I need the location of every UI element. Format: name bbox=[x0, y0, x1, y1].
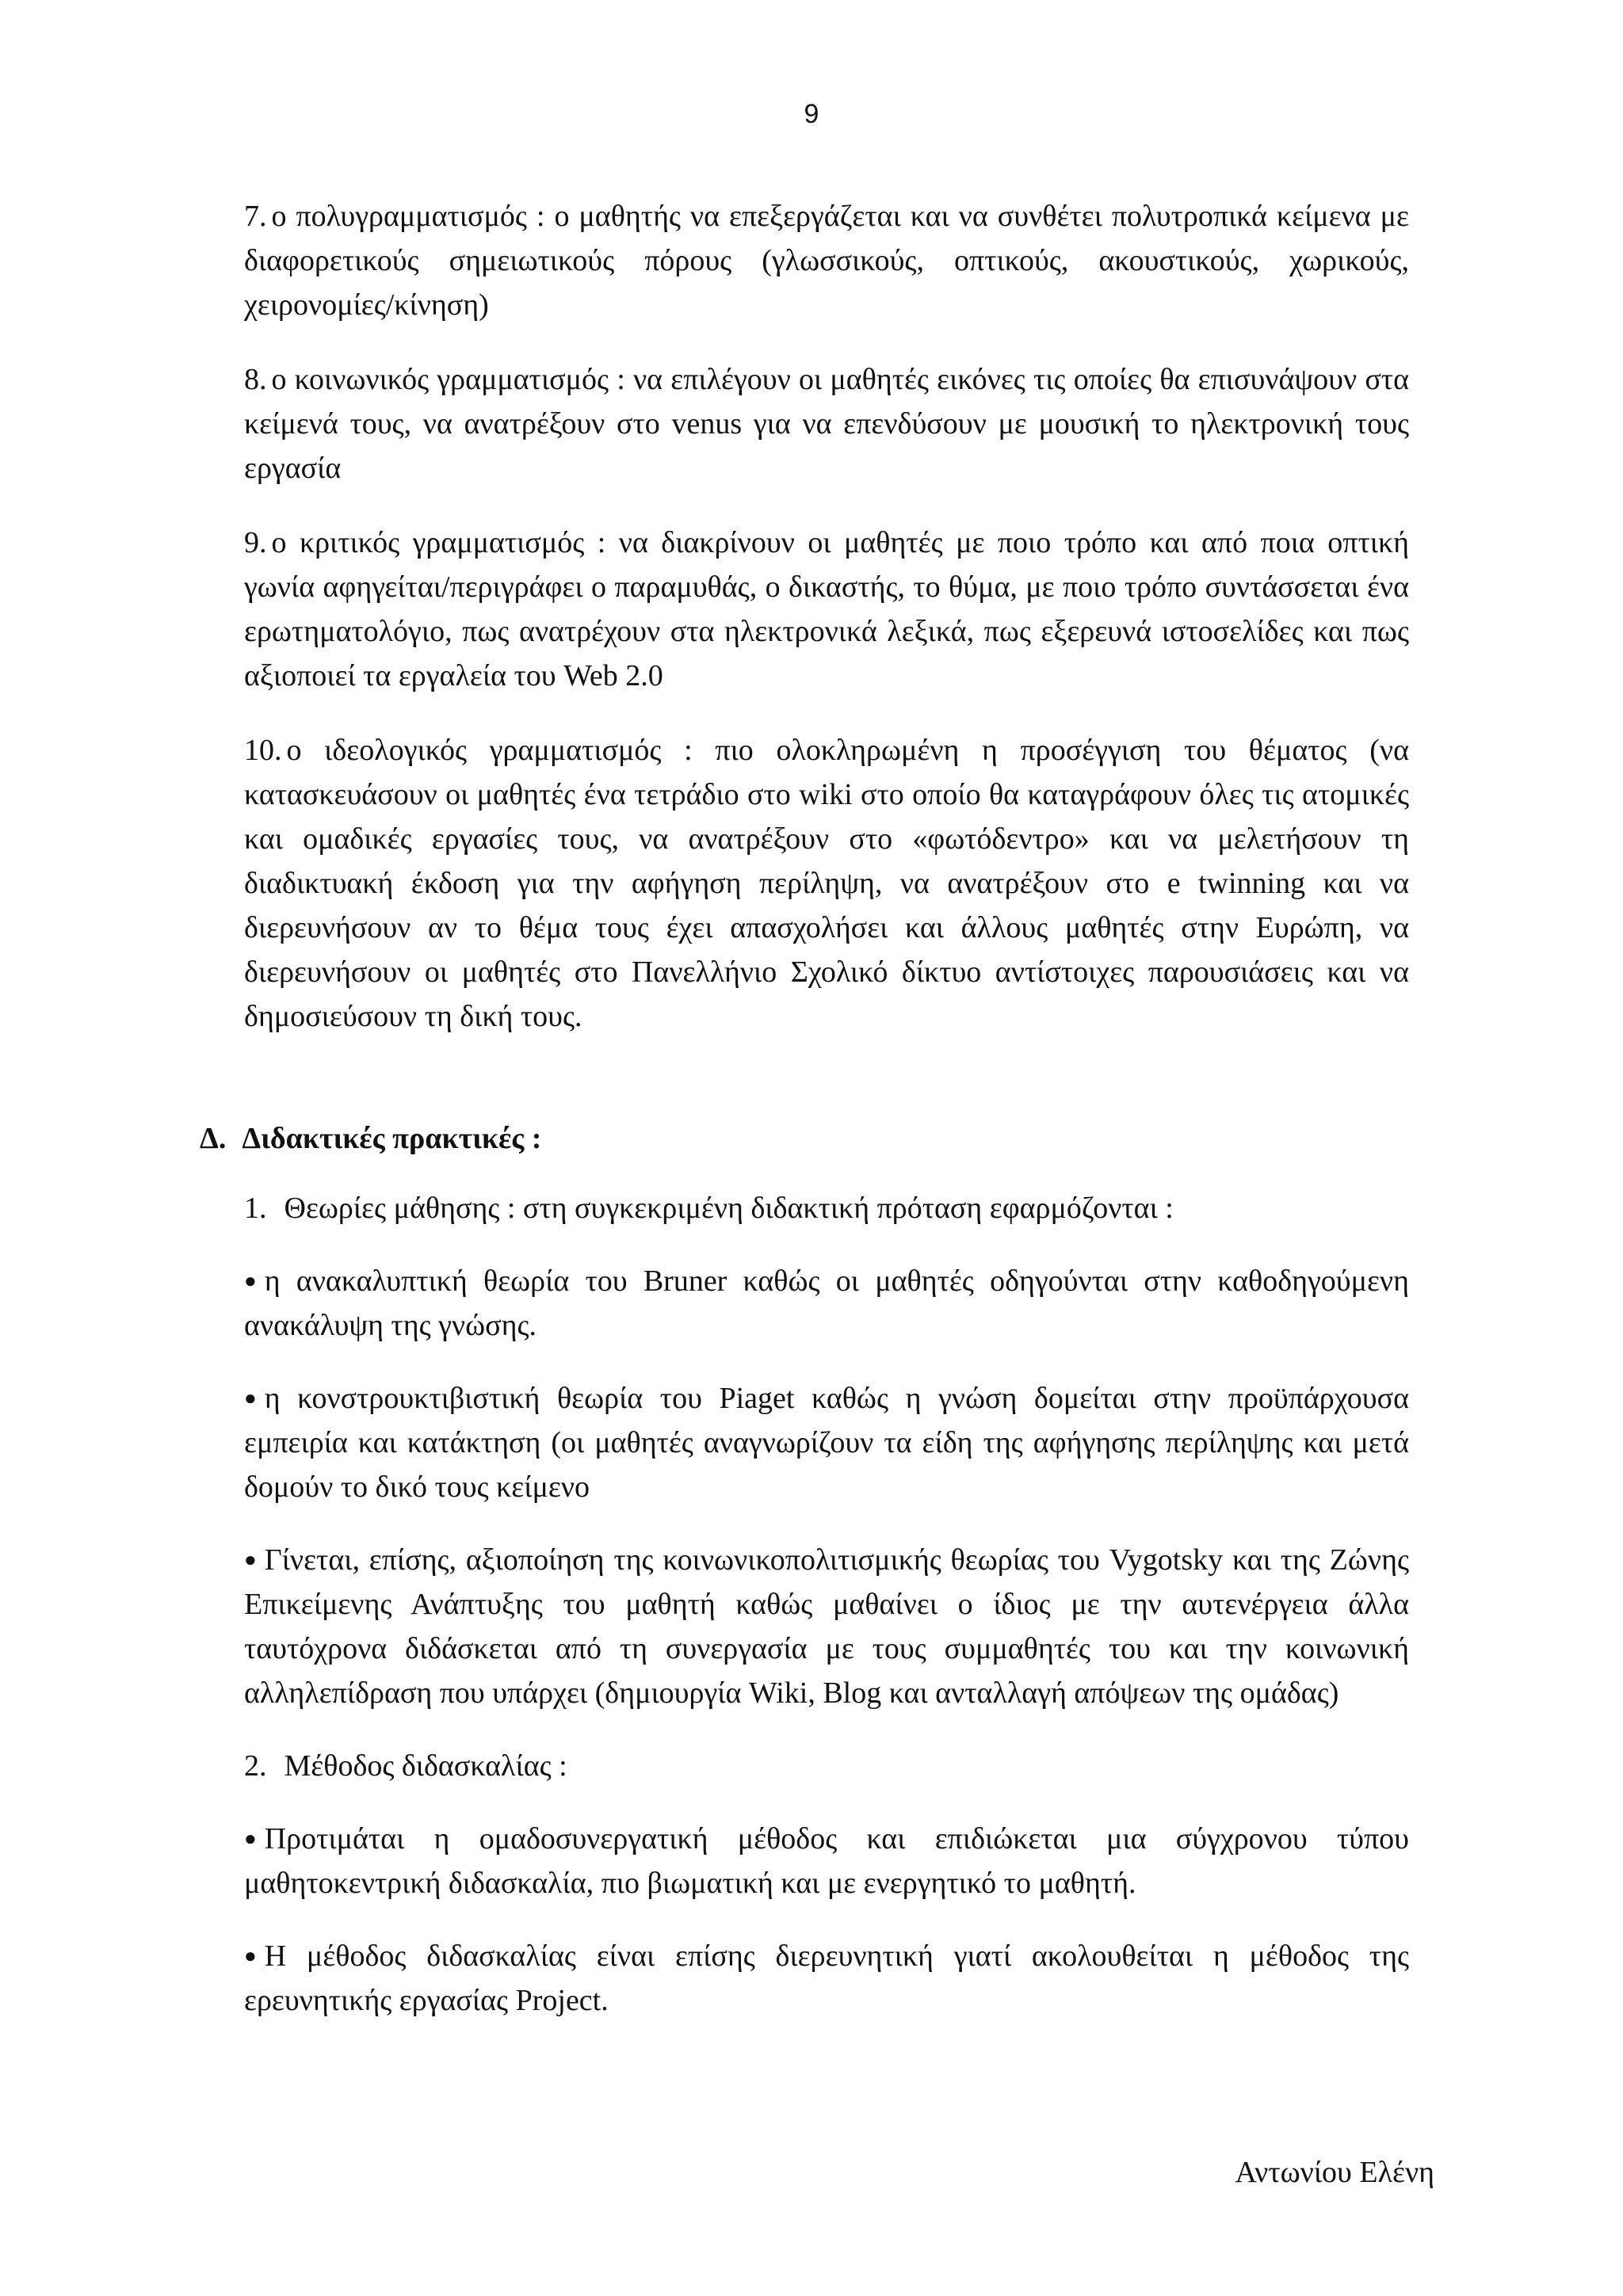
section-title: Διδακτικές πρακτικές : bbox=[242, 1122, 542, 1155]
item-text: ο ιδεολογικός γραμματισμός : πιο ολοκληρωμένη η προσέγγιση του θέματος (να κατασκευάσουν οι μαθητές ένα τετράδιο στο wiki στο οποίο θα καταγράφουν όλες τις ατομικές και ομαδικές εργασίες τους, να ανατρέξουν στο «φωτόδεντρο» και να μελετήσουν τη διαδικτυακή έκδοση για την αφήγηση περίληψη, να ανατρέξουν στο e twinning και να διερευνήσουν αν το θέμα τους έχει απασχολήσει και άλλους μαθητές στην Ευρώπη, να διερευνήσουν οι μαθητές στο Πανελλήνιο Σχολικό δίκτυο αντίστοιχες παρουσιάσεις και να δημοσιεύσουν τη δική τους. bbox=[244, 734, 1409, 1033]
bullet-icon: ● bbox=[244, 1269, 257, 1292]
bullet-icon: ● bbox=[244, 1944, 257, 1967]
bullet-item bbox=[244, 1376, 1409, 1509]
bullet-icon: ● bbox=[244, 1386, 257, 1409]
subsection-number: 2. bbox=[244, 1749, 267, 1783]
item-text: ο κριτικός γραμματισμός : να διακρίνουν οι μαθητές με ποιο τρόπο και από ποια οπτική γωνία αφηγείται/περιγράφει ο παραμυθάς, ο δικαστής, το θύμα, με ποιο τρόπο συντάσσεται ένα ερωτηματολόγιο, πως ανατρέχουν στα ηλεκτρονικά λεξικά, πως εξερευνά ιστοσελίδες και πως αξιοποιεί τα εργαλεία του Web 2.0 bbox=[244, 526, 1409, 692]
list-item bbox=[244, 728, 1409, 1039]
bullet-text: η κονστρουκτιβιστική θεωρία του Piaget καθώς η γνώση δομείται στην προϋπάρχουσα εμπειρία και κατάκτηση (οι μαθητές αναγνωρίζουν τα είδη της αφήγησης περίληψης και μετά δομούν το δικό τους κείμενο bbox=[244, 1382, 1409, 1504]
bullet-icon: ● bbox=[244, 1827, 257, 1850]
section-heading bbox=[200, 1116, 1409, 1161]
bullet-text: Προτιμάται η ομαδοσυνεργατική μέθοδος και επιδιώκεται μια σύγχρονου τύπου μαθητοκεντρική διδασκαλία, πιο βιωματική και με ενεργητικό το μαθητή. bbox=[244, 1822, 1409, 1900]
subsection-text: Μέθοδος διδασκαλίας : bbox=[284, 1749, 567, 1783]
subsection-heading bbox=[244, 1744, 1409, 1788]
bullet-item bbox=[244, 1538, 1409, 1715]
list-item bbox=[244, 194, 1409, 327]
item-number: 10. bbox=[244, 734, 282, 767]
bullet-icon: ● bbox=[244, 1548, 257, 1571]
footer-author: Αντωνίου Ελένη bbox=[1235, 2156, 1434, 2189]
item-number: 8. bbox=[244, 363, 267, 396]
item-number: 7. bbox=[244, 200, 267, 233]
bullet-text: η ανακαλυπτική θεωρία του Bruner καθώς οι μαθητές οδηγούνται στην καθοδηγούμενη ανακάλυψη της γνώσης. bbox=[244, 1264, 1409, 1342]
section-letter: Δ. bbox=[200, 1122, 227, 1155]
item-text: ο πολυγραμματισμός : ο μαθητής να επεξεργάζεται και να συνθέτει πολυτροπικά κείμενα με διαφορετικούς σημειωτικούς πόρους (γλωσσικούς, οπτικούς, ακουστικούς, χωρικούς, χειρονομίες/κίνηση) bbox=[244, 200, 1409, 322]
page-content bbox=[200, 194, 1409, 2051]
subsection-text: Θεωρίες μάθησης : στη συγκεκριμένη διδακτική πρόταση εφαρμόζονται : bbox=[284, 1192, 1174, 1225]
list-item bbox=[244, 521, 1409, 698]
list-item bbox=[244, 357, 1409, 490]
subsection-number: 1. bbox=[244, 1192, 267, 1225]
subsection-heading bbox=[244, 1186, 1409, 1230]
bullet-text: Γίνεται, επίσης, αξιοποίηση της κοινωνικοπολιτισμικής θεωρίας του Vygotsky και της Ζώνης Επικείμενης Ανάπτυξης του μαθητή καθώς μαθαίνει ο ίδιος με την αυτενέργεια άλλα ταυτόχρονα διδάσκεται από τη συνεργασία με τους συμμαθητές του και την κοινωνική αλληλεπίδραση που υπάρχει (δημιουργία Wiki, Blog και ανταλλαγή απόψεων της ομάδας) bbox=[244, 1543, 1409, 1710]
item-number: 9. bbox=[244, 526, 267, 559]
page-number: 9 bbox=[804, 99, 819, 129]
bullet-item bbox=[244, 1934, 1409, 2023]
bullet-text: Η μέθοδος διδασκαλίας είναι επίσης διερευνητική γιατί ακολουθείται η μέθοδος της ερευνητικής εργασίας Project. bbox=[244, 1939, 1409, 2017]
bullet-item bbox=[244, 1259, 1409, 1348]
item-text: ο κοινωνικός γραμματισμός : να επιλέγουν οι μαθητές εικόνες τις οποίες θα επισυνάψουν στα κείμενά τους, να ανατρέξουν στο venus για να επενδύσουν με μουσική το ηλεκτρονική τους εργασία bbox=[244, 363, 1409, 485]
bullet-item bbox=[244, 1817, 1409, 1905]
